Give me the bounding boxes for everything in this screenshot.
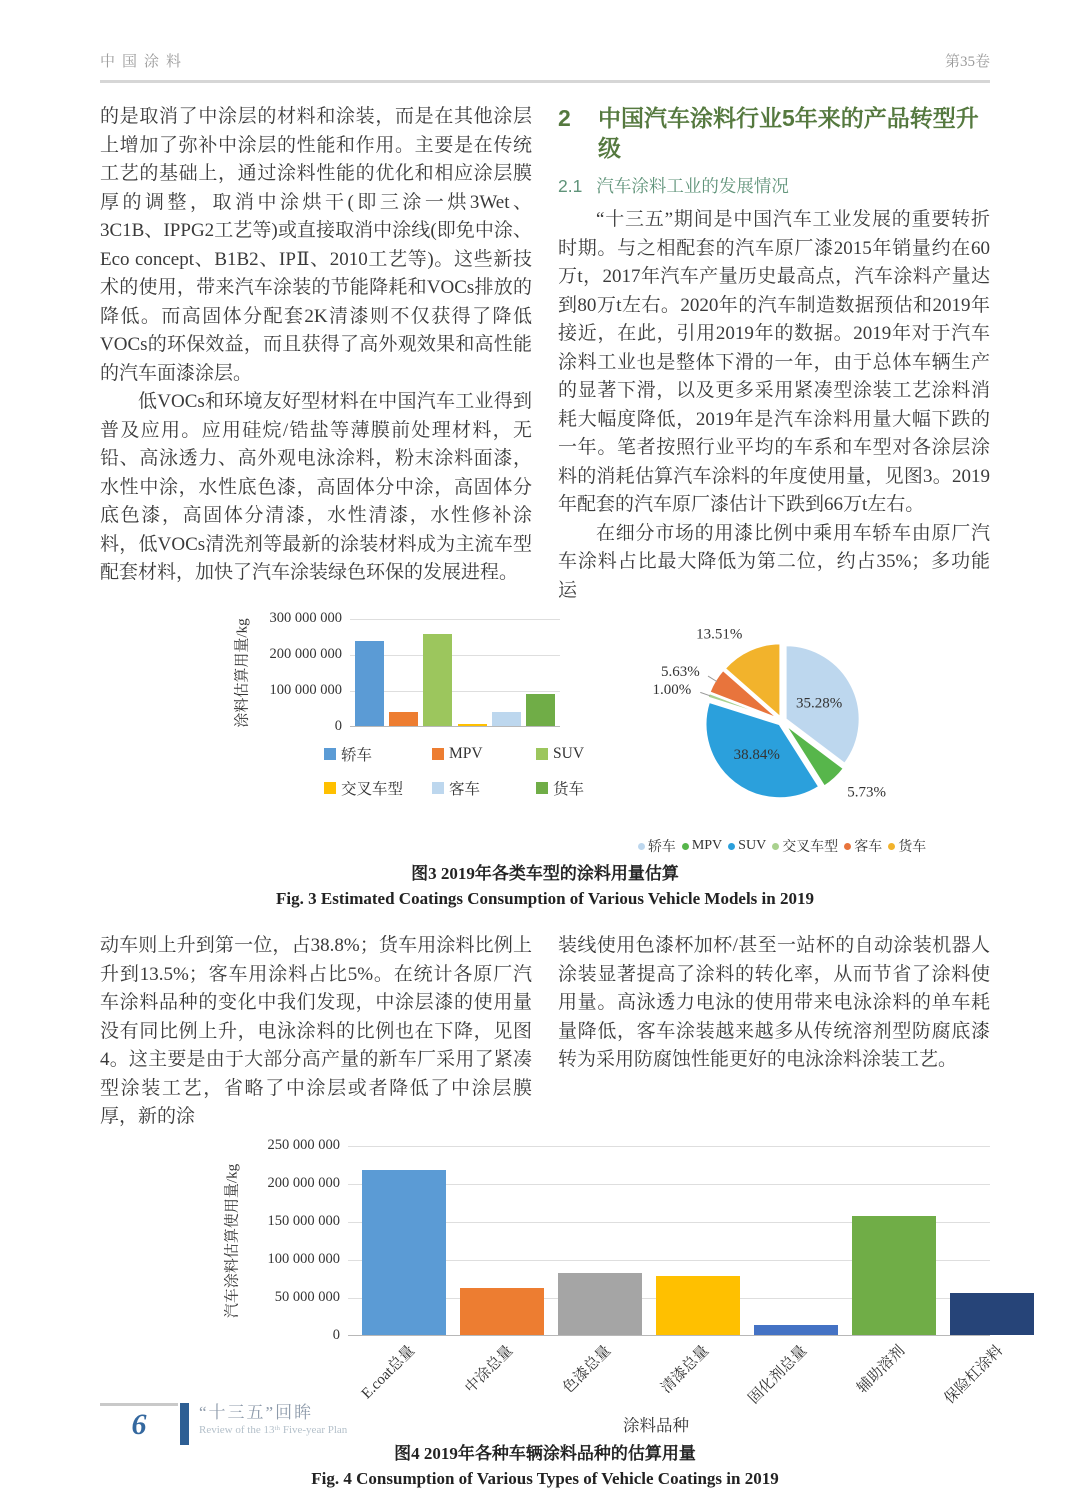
x-tick-label: 中涂总量 (462, 1342, 517, 1397)
legend-swatch (432, 748, 444, 760)
bar-保险杠涂料 (950, 1293, 1034, 1335)
pie-value-label: 5.63% (660, 664, 700, 681)
pie-legend-dot (682, 843, 689, 850)
pie-legend-item: SUV (728, 836, 766, 856)
legend-item: MPV (432, 743, 536, 765)
pie-legend-item: 客车 (844, 836, 882, 856)
figure4-caption-zh: 图4 2019年各种车辆涂料品种的估算用量 (394, 1443, 696, 1463)
subsection-title: 汽车涂料工业的发展情况 (596, 176, 789, 196)
y-axis-title: 汽车涂料估算使用量/kg (224, 1163, 241, 1318)
paragraph-right-mid: 装线使用色漆杯加杯/甚至一站杯的自动涂装机器人涂装显著提高了涂料的转化率，从而节省了涂料使用量。高泳透力电泳的使用带来电泳涂料的单车耗量降低，客车涂装越来越多从传统溶剂型防腐底漆转为采用防腐蚀性能更好的电泳涂料涂装工艺。 (558, 935, 990, 1070)
bar-清漆总量 (656, 1276, 740, 1335)
x-tick-label: 色漆总量 (560, 1342, 615, 1397)
bar-SUV (423, 634, 452, 727)
legend-swatch (536, 782, 548, 794)
footer-accent-bar (180, 1403, 189, 1445)
bar-货车 (526, 694, 555, 726)
bar-色漆总量 (558, 1273, 642, 1335)
y-tick-label: 100 000 000 (267, 1250, 340, 1267)
left-column (100, 103, 532, 605)
pie-legend-dot (888, 843, 895, 850)
pie-legend-dot (772, 843, 779, 850)
legend-item: 轿车 (324, 743, 432, 765)
y-tick-label: 50 000 000 (274, 1288, 340, 1305)
y-tick-label: 0 (332, 1326, 340, 1343)
y-tick-label: 150 000 000 (267, 1212, 340, 1229)
section-title: 中国汽车涂料行业5年来的产品转型升级 (598, 105, 979, 161)
x-tick-label: 保险杠涂料 (941, 1342, 1007, 1407)
bar-交叉车型 (458, 724, 487, 726)
y-tick-label: 0 (334, 718, 342, 734)
pie-value-label: 1.00% (652, 682, 692, 699)
paragraph-right-1: “十三五”期间是中国汽车工业发展的重要转折时期。与之相配套的汽车原厂漆2015年销量约在60万t，2017年汽车产量历史最高点，汽车涂料产量达到80万t左右。2020年的汽车制造数据预估和2019年接近，在此，引用2019年的数据。2019年对于汽车涂料工业也是整体下滑的一年，由于总体车辆生产的显著下滑，以及更多采用紧凑型涂装工艺涂料消耗大幅度降低，2019年是汽车涂料用量大幅下跌的一年。笔者按照行业平均的车系和车型对各涂层涂料的消耗估算汽车涂料的年度使用量，见图3。2019年配套的汽车原厂漆估计下跌到66万t左右。 (558, 209, 990, 515)
legend-swatch (536, 748, 548, 760)
pie-value-label: 38.84% (733, 746, 780, 763)
x-axis-title: 涂料品种 (623, 1415, 689, 1435)
figure-3 (100, 610, 990, 912)
y-tick-label: 200 000 000 (267, 1174, 340, 1191)
footer-title: “十三五”回眸 (199, 1403, 314, 1422)
x-tick-label: 清漆总量 (658, 1342, 713, 1397)
paragraph-right-2: 在细分市场的用漆比例中乘用车轿车由原厂汽车涂料占比最大降低为第二位，约占35%；多功能运 (558, 522, 990, 601)
bar-MPV (389, 712, 418, 726)
bar-轿车 (355, 641, 384, 726)
bar-客车 (492, 712, 521, 726)
pie-legend-dot (844, 843, 851, 850)
page-footer (100, 1403, 347, 1445)
pie-value-label: 13.51% (696, 626, 743, 643)
figure4-caption-en: Fig. 4 Consumption of Various Types of Vehicle Coatings in 2019 (311, 1468, 779, 1488)
subsection-number: 2.1 (558, 176, 583, 196)
bar-E.coat总量 (362, 1170, 446, 1335)
bar-中涂总量 (460, 1288, 544, 1334)
footer-subtitle: Review of the 13ᵗʰ Five-year Plan (199, 1424, 348, 1436)
volume-label: 第35卷 (944, 54, 990, 70)
paragraph-left-1: 的是取消了中涂层的材料和涂装，而是在其他涂层上增加了弥补中涂层的性能和作用。主要是在传统工艺的基础上，通过涂料性能的优化和相应涂层膜厚的调整，取消中涂烘干(即三涂一烘3Wet、3C1B、IPPG2工艺等)或直接取消中涂线(即免中涂、Eco concept、B1B2、IPⅡ、2010工艺等)。这些新技术的使用，带来汽车涂装的节能降耗和VOCs排放的降低。而高固体分配套2K清漆则不仅获得了降低VOCs的环保效益，而且获得了高外观效果和高性能的汽车面漆涂层。 (100, 106, 532, 384)
bar-辅助溶剂 (852, 1216, 936, 1335)
legend-swatch (324, 782, 336, 794)
journal-name: 中国涂料 (100, 54, 189, 70)
pie-legend-item: 轿车 (638, 836, 676, 856)
section-heading (558, 103, 990, 163)
page-header (100, 50, 990, 83)
section-number: 2 (558, 105, 571, 131)
left-column-mid (100, 932, 532, 1132)
legend-item: 客车 (432, 777, 536, 799)
figure3-bar-chart (228, 610, 636, 856)
pie-value-label: 35.28% (795, 695, 843, 712)
x-tick-label: 固化剂总量 (745, 1342, 811, 1407)
y-tick-label: 300 000 000 (269, 610, 342, 626)
x-tick-label: 辅助溶剂 (854, 1342, 909, 1397)
figure3-pie-chart (636, 619, 928, 856)
y-tick-label: 200 000 000 (269, 646, 342, 662)
pie-svg (636, 621, 928, 823)
legend-swatch (432, 782, 444, 794)
paragraph-left-2: 低VOCs和环境友好型材料在中国汽车工业得到普及应用。应用硅烷/锆盐等薄膜前处理材料，无铅、高泳透力、高外观电泳涂料，粉末涂料面漆，水性中涂，水性底色漆，高固体分中涂，高固体分底色漆，高固体分清漆，水性清漆，水性修补涂料，低VOCs清洗剂等最新的涂装材料成为主流车型配套材料，加快了汽车涂装绿色环保的发展进程。 (100, 391, 532, 583)
right-column (558, 103, 990, 605)
paragraph-left-mid: 动车则上升到第一位，占38.8%；货车用涂料比例上升到13.5%；客车用涂料占比5%。在统计各原厂汽车涂料品种的变化中我们发现，中涂层漆的使用量没有同比例上升，电泳涂料的比例也在下降，见图4。这主要是由于大部分高产量的新车厂采用了紧凑型涂装工艺，省略了中涂层或者降低了中涂层膜厚，新的涂 (100, 935, 532, 1127)
y-tick-label: 250 000 000 (267, 1136, 340, 1153)
page-number: 6 (100, 1403, 178, 1442)
pie-legend-item: MPV (682, 836, 722, 856)
legend-item: 货车 (536, 777, 636, 799)
legend-item: 交叉车型 (324, 777, 432, 799)
x-tick-label: E.coat总量 (358, 1342, 419, 1402)
pie-legend-dot (638, 843, 645, 850)
figure3-caption-en: Fig. 3 Estimated Coatings Consumption of Various Vehicle Models in 2019 (276, 889, 814, 908)
gridline (350, 619, 560, 620)
pie-value-label: 5.73% (847, 784, 886, 801)
figure3-caption-zh: 图3 2019年各类车型的涂料用量估算 (411, 864, 679, 883)
pie-legend-item: 货车 (888, 836, 926, 856)
y-tick-label: 100 000 000 (269, 682, 342, 698)
legend-swatch (324, 748, 336, 760)
pie-legend-dot (728, 843, 735, 850)
right-column-mid (558, 932, 990, 1132)
pie-legend (636, 836, 928, 856)
subsection-heading (558, 173, 990, 198)
gridline (348, 1146, 990, 1147)
bar-legend (324, 743, 636, 799)
pie-legend-item: 交叉车型 (772, 836, 838, 856)
legend-item: SUV (536, 743, 636, 765)
y-axis-title: 涂料估算用量/kg (234, 618, 251, 728)
figure4-bar-chart (218, 1136, 1007, 1436)
bar-固化剂总量 (754, 1325, 838, 1334)
